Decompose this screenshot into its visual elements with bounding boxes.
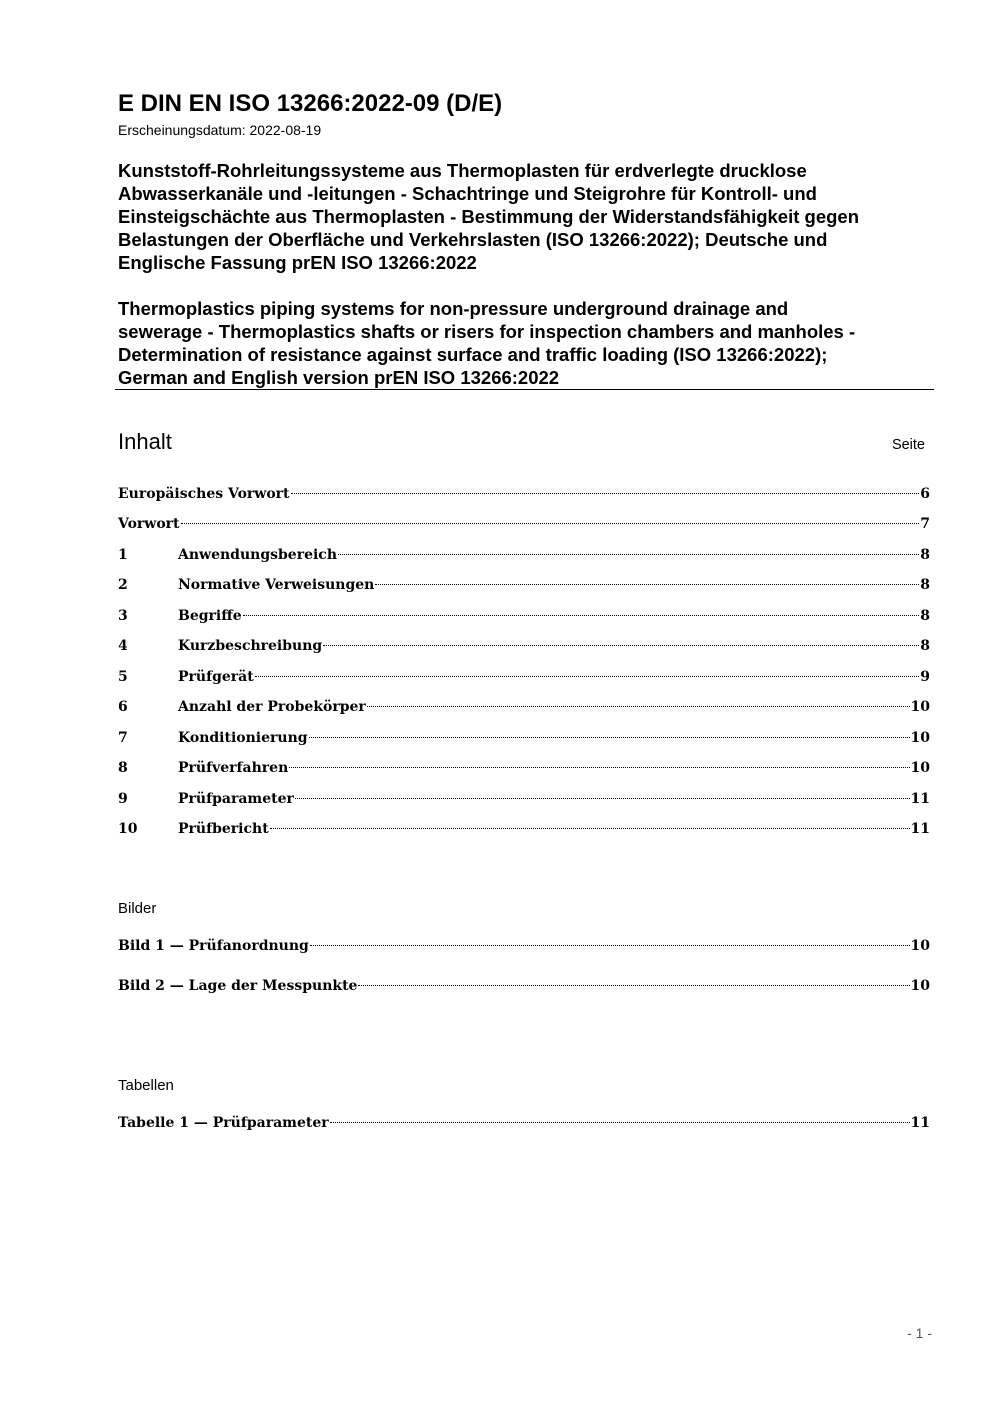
toc-entry-number: 10	[118, 821, 138, 837]
figure-entry-page: 10	[910, 938, 930, 954]
toc-entry-number: 9	[118, 791, 128, 807]
toc-entry-title: Prüfparameter	[178, 791, 294, 807]
title-english-line: German and English version prEN ISO 13266:2022	[118, 367, 560, 388]
table-entry-page: 11	[910, 1115, 930, 1131]
title-german-line: Abwasserkanäle und -leitungen - Schachtringe und Steigrohre für Kontroll- und	[118, 183, 817, 204]
toc-entry-7[interactable]	[118, 730, 930, 752]
toc-leader-dots	[375, 584, 919, 585]
title-english	[118, 297, 938, 389]
toc-entry-1[interactable]	[118, 547, 930, 569]
toc-leader-dots	[310, 945, 910, 946]
toc-entry-number: 6	[118, 699, 128, 715]
toc-entry-page: 10	[910, 699, 930, 715]
publication-date: Erscheinungsdatum: 2022-08-19	[118, 122, 322, 138]
figure-entry-title: Bild 2 — Lage der Messpunkte	[118, 978, 358, 994]
toc-entry-europaeisches-vorwort[interactable]	[118, 486, 930, 508]
figure-entry-1[interactable]	[118, 938, 930, 960]
toc-entry-title: Prüfbericht	[178, 821, 269, 837]
toc-entry-page: 11	[910, 821, 930, 837]
toc-entry-2[interactable]	[118, 577, 930, 599]
tables-heading: Tabellen	[118, 1077, 174, 1094]
toc-leader-dots	[338, 554, 919, 555]
toc-entry-number: 4	[118, 638, 128, 654]
toc-entry-number: 2	[118, 577, 128, 593]
toc-entry-title: Prüfverfahren	[178, 760, 289, 776]
toc-entry-page: 7	[920, 516, 930, 532]
toc-entry-page: 6	[920, 486, 930, 502]
toc-entry-title: Europäisches Vorwort	[118, 486, 290, 502]
toc-entry-page: 8	[920, 608, 930, 624]
toc-leader-dots	[295, 798, 910, 799]
toc-entry-title: Anzahl der Probekörper	[178, 699, 366, 715]
toc-entry-number: 5	[118, 669, 128, 685]
title-german-line: Englische Fassung prEN ISO 13266:2022	[118, 252, 477, 273]
toc-entry-4[interactable]	[118, 638, 930, 660]
toc-entry-title: Normative Verweisungen	[178, 577, 375, 593]
toc-entry-title: Prüfgerät	[178, 669, 254, 685]
toc-entry-6[interactable]	[118, 699, 930, 721]
toc-entry-8[interactable]	[118, 760, 930, 782]
toc-leader-dots	[270, 828, 910, 829]
title-english-line: sewerage - Thermoplastics shafts or risers for inspection chambers and manholes -	[118, 321, 856, 342]
toc-entry-10[interactable]	[118, 821, 930, 843]
title-english-line: Thermoplastics piping systems for non-pressure underground drainage and	[118, 298, 789, 319]
page-number: - 1 -	[907, 1325, 932, 1341]
table-entry-title: Tabelle 1 — Prüfparameter	[118, 1115, 329, 1131]
title-german-line: Einsteigschächte aus Thermoplasten - Bestimmung der Widerstandsfähigkeit gegen	[118, 206, 860, 227]
toc-entry-number: 8	[118, 760, 128, 776]
toc-leader-dots	[367, 706, 910, 707]
toc-page-column-label: Seite	[891, 437, 925, 453]
toc-leader-dots	[243, 615, 920, 616]
title-german-line: Belastungen der Oberfläche und Verkehrslasten (ISO 13266:2022); Deutsche und	[118, 229, 828, 250]
toc-entry-page: 8	[920, 577, 930, 593]
toc-leader-dots	[289, 767, 909, 768]
toc-entry-title: Vorwort	[118, 516, 180, 532]
toc-entry-page: 11	[910, 791, 930, 807]
table-entry-1[interactable]	[118, 1115, 930, 1137]
toc-leader-dots	[358, 985, 909, 986]
toc-heading: Inhalt	[118, 429, 172, 454]
toc-entry-vorwort[interactable]	[118, 516, 930, 538]
document-id: E DIN EN ISO 13266:2022-09 (D/E)	[118, 90, 503, 117]
figure-entry-2[interactable]	[118, 978, 930, 1000]
toc-leader-dots	[291, 493, 920, 494]
toc-entry-title: Begriffe	[178, 608, 242, 624]
toc-entry-5[interactable]	[118, 669, 930, 691]
toc-entry-title: Kurzbeschreibung	[178, 638, 323, 654]
title-german	[118, 159, 938, 274]
toc-leader-dots	[330, 1122, 910, 1123]
title-english-line: Determination of resistance against surface and traffic loading (ISO 13266:2022);	[118, 344, 828, 365]
title-divider	[115, 389, 934, 390]
title-german-line: Kunststoff-Rohrleitungssysteme aus Thermoplasten für erdverlegte drucklose	[118, 160, 807, 181]
toc-entry-number: 7	[118, 730, 128, 746]
toc-entry-3[interactable]	[118, 608, 930, 630]
toc-leader-dots	[323, 645, 919, 646]
toc-entry-page: 8	[920, 638, 930, 654]
figures-heading: Bilder	[118, 900, 157, 917]
toc-entry-page: 9	[920, 669, 930, 685]
figure-entry-title: Bild 1 — Prüfanordnung	[118, 938, 309, 954]
toc-entry-page: 10	[910, 730, 930, 746]
toc-leader-dots	[181, 523, 920, 524]
toc-entry-number: 1	[118, 547, 128, 563]
toc-entry-title: Anwendungsbereich	[178, 547, 337, 563]
toc-entry-9[interactable]	[118, 791, 930, 813]
toc-leader-dots	[255, 676, 920, 677]
toc-entry-page: 10	[910, 760, 930, 776]
toc-entry-page: 8	[920, 547, 930, 563]
toc-leader-dots	[309, 737, 910, 738]
toc-entry-number: 3	[118, 608, 128, 624]
figure-entry-page: 10	[910, 978, 930, 994]
toc-entry-title: Konditionierung	[178, 730, 308, 746]
